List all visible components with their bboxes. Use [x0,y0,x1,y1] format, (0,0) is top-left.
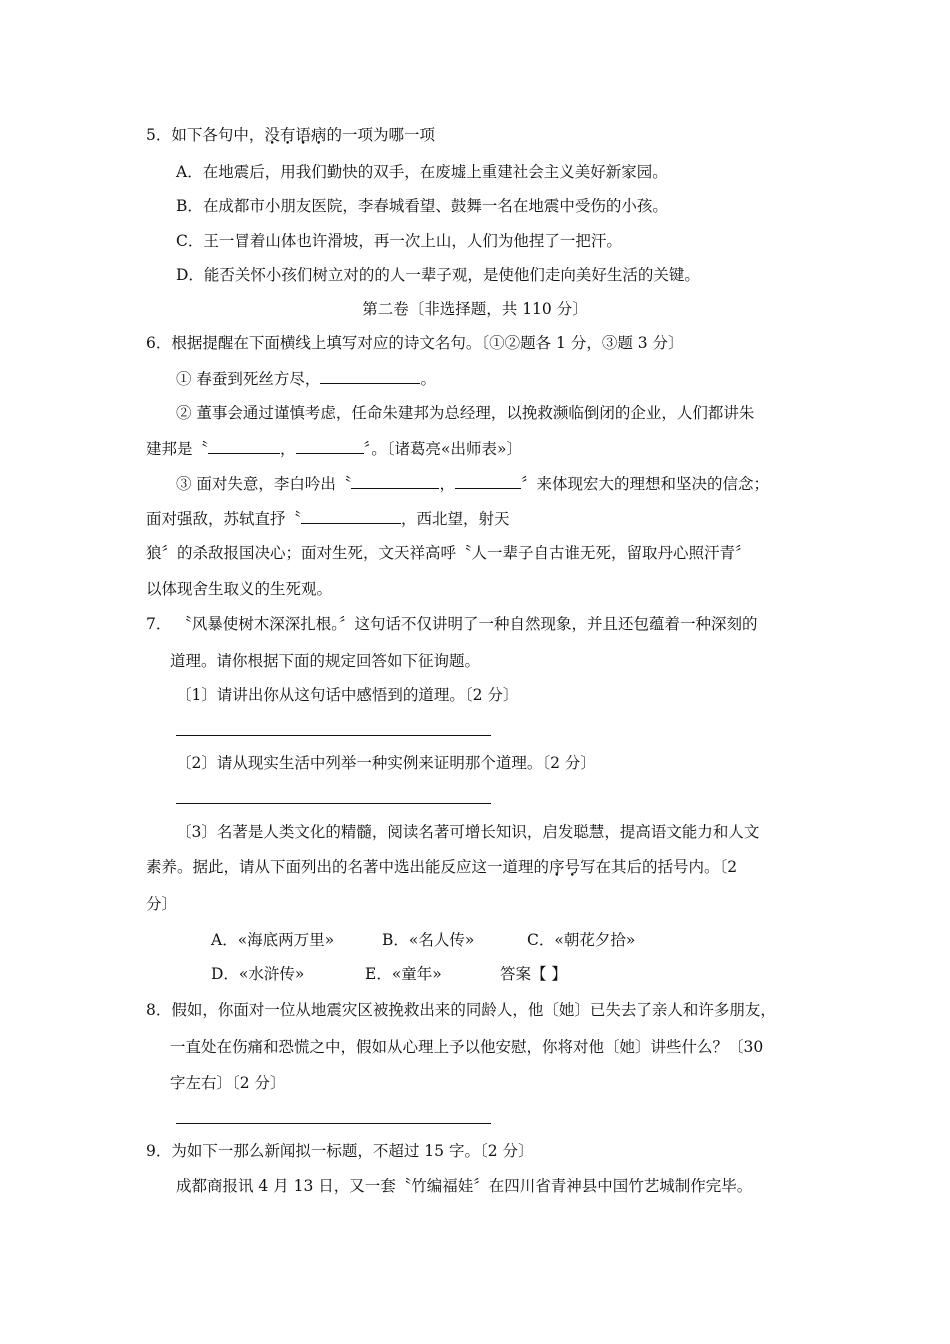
book-option-a: A．«海底两万里» [211,931,335,949]
book-option-c: C．«朝花夕拾» [527,931,636,949]
q9-news: 成都商报讯 4 月 13 日，又一套〝竹编福娃〞在四川省青神县中国竹艺城制作完毕。 [176,1177,753,1195]
q5-option-a: A．在地震后，用我们勤快的双手，在废墟上重建社会主义美好新家园。 [176,163,668,181]
q5-stem: 5．如下各句中，没有语病的一项为哪一项 [146,126,435,144]
emphasis-char: 语 [295,126,311,144]
q7-sub-3-line3: 分〕 [146,895,178,913]
book-option-d: D．«水浒传» [211,965,305,983]
q6-item-2-line2: 建邦是〝 ， 〞。〔诸葛亮«出师表»〕 [146,440,522,458]
answer-blank[interactable] [351,473,439,489]
q7-sub-3-line1: 〔3〕名著是人类文化的精髓，阅读名著可增长知识，启发聪慧，提高语文能力和人文 [176,823,760,841]
q6-item-3-line4: 以体现舍生取义的生死观。 [146,580,333,598]
emphasis-char: 序 [549,858,565,876]
q6-item-3-line3: 狼〞的杀敌报国决心；面对生死，文天祥高呼〝人一辈子自古谁无死，留取丹心照汗青〞 [146,544,751,562]
q7-stem-line1: 7． 〝风暴使树木深深扎根。〞这句话不仅讲明了一种自然现象，并且还包蕴着一种深刻的 [146,615,758,633]
answer-blank[interactable] [301,508,401,524]
emphasis-char: 号 [564,858,581,876]
q9-stem: 9．为如下一那么新闻拟一标题，不超过 15 字。〔2 分〕 [146,1142,534,1160]
section-title: 第二卷〔非选择题，共 110 分〕 [362,300,588,318]
answer-blank[interactable] [208,438,280,454]
q6-item-1: ① 春蚕到死丝方尽， 。 [176,370,436,388]
q6-item-3-line1: ③ 面对失意，李白吟出〝 ， 〞来体现宏大的理想和坚决的信念； [176,475,769,493]
q8-line3: 字左右〕〔2 分〕 [170,1074,286,1092]
answer-blank[interactable] [320,368,420,384]
book-option-e: E．«童年» [365,965,442,983]
q8-line2: 一直处在伤痛和恐慌之中，假如从心理上予以他安慰，你将对他〔她〕讲些什么？〔30 [170,1038,764,1056]
q5-option-c: C．王一冒着山体也许滑坡，再一次上山，人们为他捏了一把汗。 [176,232,622,250]
answer-line[interactable] [176,735,491,736]
q5-option-d: D．能否关怀小孩们树立对的的人一辈子观，是使他们走向美好生活的关键。 [176,266,700,284]
answer-line[interactable] [176,803,491,804]
answer-bracket[interactable]: 答案【 】 [500,965,567,983]
answer-blank[interactable] [296,438,364,454]
q7-stem-line2: 道理。请你根据下面的规定回答如下征询题。 [170,652,481,670]
emphasis-char: 病 [310,126,327,144]
answer-line[interactable] [176,1123,491,1124]
emphasis-char: 有 [279,126,296,144]
q6-item-3-line2: 面对强敌，苏轼直抒〝 ，西北望，射天 [146,510,510,528]
q6-item-2-line1: ② 董事会通过谨慎考虑，任命朱建邦为总经理，以挽救濒临倒闭的企业，人们都讲朱 [176,404,755,422]
book-option-b: B．«名人传» [382,931,475,949]
q6-stem: 6．根据提醒在下面横线上填写对应的诗文名句。〔①②题各 1 分，③题 3 分〕 [146,334,684,352]
q8-line1: 8．假如，你面对一位从地震灾区被挽救出来的同龄人，他〔她〕已失去了亲人和许多朋友， [146,1001,776,1019]
q7-sub-2: 〔2〕请从现实生活中列举一种实例来证明那个道理。〔2 分〕 [176,754,596,772]
q7-sub-3-line2: 素养。据此，请从下面列出的名著中选出能反应这一道理的序号写在其后的括号内。〔2 [146,858,738,876]
q5-option-b: B．在成都市小朋友医院，李春城看望、鼓舞一名在地震中受伤的小孩。 [176,197,668,215]
answer-blank[interactable] [455,473,521,489]
emphasis-char: 没 [264,126,280,144]
q7-sub-1: 〔1〕请讲出你从这句话中感悟到的道理。〔2 分〕 [176,686,519,704]
